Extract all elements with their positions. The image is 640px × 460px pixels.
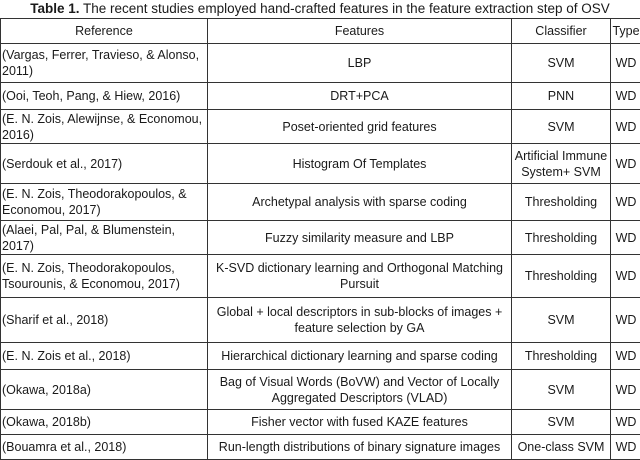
table-row bbox=[1, 298, 640, 343]
cell-type: WD bbox=[611, 184, 640, 221]
table-row bbox=[1, 255, 640, 298]
cell-reference: (E. N. Zois, Theodorakopoulos, & Economou, 2017) bbox=[1, 184, 208, 221]
table-row bbox=[1, 370, 640, 410]
table-row bbox=[1, 221, 640, 255]
cell-features: Histogram Of Templates bbox=[208, 144, 512, 184]
table-body bbox=[1, 44, 640, 460]
cell-reference: (E. N. Zois, Theodorakopoulos, Tsourounis, & Economou, 2017) bbox=[1, 255, 208, 298]
table-row bbox=[1, 184, 640, 221]
cell-type: WD bbox=[611, 110, 640, 144]
features-table bbox=[0, 18, 640, 460]
cell-reference: (E. N. Zois et al., 2018) bbox=[1, 343, 208, 370]
cell-reference: (Okawa, 2018a) bbox=[1, 370, 208, 410]
table-row bbox=[1, 410, 640, 435]
cell-classifier: SVM bbox=[512, 298, 611, 343]
header-reference: Reference bbox=[1, 19, 208, 44]
cell-type: WD bbox=[611, 435, 640, 460]
table-row bbox=[1, 110, 640, 144]
cell-features: Fisher vector with fused KAZE features bbox=[208, 410, 512, 435]
cell-type: WD bbox=[611, 255, 640, 298]
cell-classifier: SVM bbox=[512, 110, 611, 144]
cell-classifier: Artificial Immune System+ SVM bbox=[512, 144, 611, 184]
table-row bbox=[1, 44, 640, 83]
cell-reference: (Sharif et al., 2018) bbox=[1, 298, 208, 343]
cell-type: WD bbox=[611, 83, 640, 110]
cell-classifier: SVM bbox=[512, 370, 611, 410]
cell-reference: (Ooi, Teoh, Pang, & Hiew, 2016) bbox=[1, 83, 208, 110]
table-row bbox=[1, 83, 640, 110]
cell-classifier: Thresholding bbox=[512, 343, 611, 370]
cell-reference: (Serdouk et al., 2017) bbox=[1, 144, 208, 184]
header-row bbox=[1, 19, 640, 44]
cell-type: WD bbox=[611, 410, 640, 435]
cell-classifier: PNN bbox=[512, 83, 611, 110]
cell-classifier: One-class SVM bbox=[512, 435, 611, 460]
table-row bbox=[1, 144, 640, 184]
cell-type: WD bbox=[611, 44, 640, 83]
table-row bbox=[1, 435, 640, 460]
table-row bbox=[1, 343, 640, 370]
cell-features: Global + local descriptors in sub-blocks of images + feature selection by GA bbox=[208, 298, 512, 343]
header-features: Features bbox=[208, 19, 512, 44]
header-classifier: Classifier bbox=[512, 19, 611, 44]
cell-features: Run-length distributions of binary signature images bbox=[208, 435, 512, 460]
cell-reference: (Alaei, Pal, Pal, & Blumenstein, 2017) bbox=[1, 221, 208, 255]
cell-reference: (Bouamra et al., 2018) bbox=[1, 435, 208, 460]
cell-classifier: Thresholding bbox=[512, 255, 611, 298]
caption-text: The recent studies employed hand-crafted features in the feature extraction step of OSV bbox=[83, 1, 610, 16]
cell-features: Bag of Visual Words (BoVW) and Vector of Locally Aggregated Descriptors (VLAD) bbox=[208, 370, 512, 410]
cell-type: WD bbox=[611, 221, 640, 255]
header-type: Type bbox=[611, 19, 640, 44]
cell-type: WD bbox=[611, 370, 640, 410]
cell-type: WD bbox=[611, 144, 640, 184]
cell-reference: (Okawa, 2018b) bbox=[1, 410, 208, 435]
cell-type: WD bbox=[611, 343, 640, 370]
cell-features: K-SVD dictionary learning and Orthogonal Matching Pursuit bbox=[208, 255, 512, 298]
cell-classifier: Thresholding bbox=[512, 184, 611, 221]
cell-features: LBP bbox=[208, 44, 512, 83]
cell-reference: (Vargas, Ferrer, Travieso, & Alonso, 2011) bbox=[1, 44, 208, 83]
cell-features: Fuzzy similarity measure and LBP bbox=[208, 221, 512, 255]
cell-classifier: SVM bbox=[512, 410, 611, 435]
cell-features: Poset-oriented grid features bbox=[208, 110, 512, 144]
caption-label: Table 1. bbox=[30, 1, 80, 16]
cell-features: Archetypal analysis with sparse coding bbox=[208, 184, 512, 221]
cell-features: Hierarchical dictionary learning and sparse coding bbox=[208, 343, 512, 370]
cell-reference: (E. N. Zois, Alewijnse, & Economou, 2016) bbox=[1, 110, 208, 144]
cell-type: WD bbox=[611, 298, 640, 343]
table-caption bbox=[0, 1, 640, 17]
cell-classifier: Thresholding bbox=[512, 221, 611, 255]
cell-classifier: SVM bbox=[512, 44, 611, 83]
cell-features: DRT+PCA bbox=[208, 83, 512, 110]
